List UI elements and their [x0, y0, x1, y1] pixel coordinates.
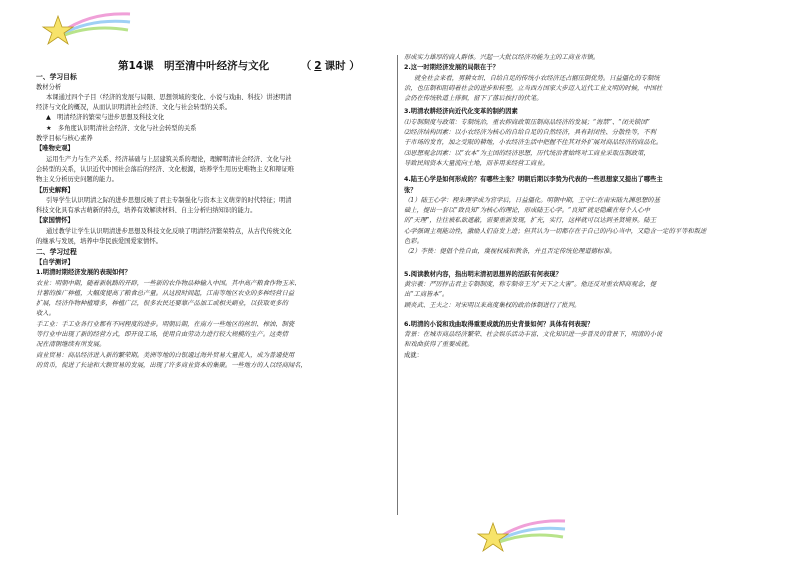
text-line: 4.陆王心学是如何形成的？有哪些主张？明朝后期以李贽为代表的一些思想家又提出了哪些主 [404, 176, 663, 184]
text-line: 【唯物史观】 [36, 145, 74, 153]
text-line: 通过教学让学生认识明清进步思想及科技文化反映了明清经济繁荣特点，从古代传统文化 [46, 227, 292, 235]
text-line: 【自学测评】 [36, 258, 74, 266]
text-line: 黄宗羲：严厉抨击君主专制制度，称专制帝王为“天下之大害”。他还反对重农抑商观念，提 [404, 280, 657, 288]
text-line: 导致民间资本大量流向土地，而非用来经营工商业。 [404, 159, 549, 167]
text-line: 的继承与发展，培养中华民族爱国爱家情怀。 [36, 238, 162, 246]
text-line: 治，也压制和阻碍着社会的进步和转型。立当西方国家大步迈入近代工业文明的时候，中国社 [404, 84, 663, 92]
text-line: 教学目标与核心素养 [36, 135, 93, 143]
text-line: 收入。 [36, 310, 55, 318]
section-heading: 一、学习目标 [36, 73, 77, 81]
text-line: 教材分析 [36, 83, 62, 91]
text-line: 张？ [404, 186, 417, 194]
text-line: 于市场的发育，加之受限的耕地，小农经济生活中把握不住其对外扩展对商品经济的商品化。 [404, 139, 663, 147]
text-line: 就全社会来看，男耕女织、自给自足的传统小农经济还占据压倒优势。日益僵化的专制统 [414, 74, 660, 82]
text-line: 成就： [404, 351, 423, 359]
text-line: 运用生产力与生产关系、经济基础与上层建筑关系的理论，理解明清社会经济、文化与社 [46, 155, 292, 163]
text-line: 况在清朝继续有所发展。 [36, 341, 106, 349]
text-line: 会转型的关系，认识近代中国社会落后的经济、文化根源，培养学生用历史唯物主义和辩证唯 [36, 165, 295, 173]
text-line: ★ 多角度认识明清社会经济、文化与社会转型的关系 [46, 124, 197, 132]
text-line: 会仍在传统轨道上徘徊，留下了落后挨打的伏笔。 [404, 95, 543, 103]
section-heading: 二、学习过程 [36, 248, 77, 257]
text-line: 的货币，促进了长途和大额贸易的发展，出现了许多商业资本的集聚。一些地方的人以经商闻名， [36, 361, 307, 369]
text-line: 形成实力雄厚的商人群体。兴起一大批以经济功能为主的工商业市镇。 [404, 54, 600, 61]
text-line: 1.明清时期经济发展的表现如何？ [36, 269, 131, 277]
text-line: 扩展，经济作物种植增多，种植广泛，很多农民还要靠产品加工或相关副业，以获取更多的 [36, 300, 288, 308]
text-line: ⑵经济结构因素：以小农经济为核心的自给自足的自然经济，具有封闭性、分散性等，不利 [404, 129, 656, 137]
text-line: 顾炎武、王夫之：对宋明以来高度集权的政治体制进行了批判。 [404, 301, 581, 309]
text-line: ⑴专制制度与政策：专制统治，重农抑商政策压制商品经济的发展；“海禁”、“闭关锁国” [404, 118, 650, 126]
text-line: 3.明清农耕经济向近代化变革的制约因素 [404, 108, 518, 116]
left-column [36, 72, 390, 371]
text-line: 本课通过四个子目（经济的发展与局限、思想领域的变化、小说与戏曲、科技）讲述明清 [46, 93, 292, 101]
text-line: 出“工商皆本”。 [404, 291, 449, 299]
text-line: 2.这一时期经济发展的局限在于？ [404, 64, 499, 72]
text-line: 色彩。 [404, 238, 423, 246]
text-line: （2）李贽：提倡个性自由，蔑视权威和教条，并且否定传统伦理道德标准。 [404, 248, 616, 256]
shooting-star-icon [475, 513, 567, 555]
text-line: 引导学生认识明清之际的进步思想反映了君主专制强化与资本主义萌芽的时代特征；明清 [46, 196, 292, 204]
text-line: 【家国情怀】 [36, 217, 74, 225]
text-line: 【历史解释】 [36, 186, 74, 194]
text-line: 的“天理”，往往被私欲遮蔽，需要重新发现，扩充，实行，这样就可以达到圣贤境界。陆王 [404, 217, 657, 225]
text-line: 科技文化具有承古萌新的特点，培养有效解读材料、自主分析归纳知识的能力。 [36, 207, 257, 215]
text-line: 和戏曲获得了重要成就。 [404, 341, 474, 349]
text-line: 等行业中出现了新的经营方式，即开设工场，使用自由劳动力进行较大规模的生产。这类情 [36, 331, 288, 339]
text-line: 甘薯的推广种植，大幅度提高了粮食总产量。从这段时间起，江南等地区农业的多种经营日益 [36, 289, 295, 297]
text-line: 物主义分析历史问题的能力。 [36, 176, 118, 184]
text-line: 手工业：手工业各行业都有不同程度的进步。明朝后期，在南方一些地区的丝织、榨油、制瓷 [36, 320, 295, 328]
text-line: 农业：明朝中期，随着新航路的开辟，一些新的农作物品种输入中国。其中高产粮食作物玉米、 [36, 279, 301, 287]
text-line: 5.阅读教材内容，指出明末清初思想界的活跃有何表现？ [404, 270, 562, 278]
text-line: ▲ 明清经济的繁荣与进步思想及科技文化 [46, 114, 165, 122]
column-divider [397, 55, 398, 515]
text-line: 6.明清的小说和戏曲取得重要成就的历史背景如何？具体有何表现？ [404, 320, 594, 328]
text-line: 心学强调主观能动性，激励人们奋发上进；但其认为一切都存在于自己的内心当中，又隐含一定的平等和叛逆 [404, 227, 707, 235]
text-line: 商业贸易：商品经济进入新的繁荣期。美洲等地的白银通过海外贸易大量流入，成为普通使用 [36, 351, 295, 359]
shooting-star-icon [40, 6, 132, 48]
lesson-title: 第14课 明至清中叶经济与文化 [118, 60, 270, 72]
text-line: 础上，提出一套以“致良知”为核心的理论，形成陆王心学。“良知”就是隐藏在每个人心中 [404, 207, 650, 215]
right-column [404, 53, 760, 361]
text-line: ⑶思想观念因素：以“农本”为主国的经济思想，历代统治者始终对工商业采取压制政策， [404, 149, 650, 157]
text-line: （1）陆王心学：程朱理学成为官学后，日益僵化。明朝中期，王守仁在南宋陆九渊思想的基 [404, 196, 660, 204]
text-line: 背景：在城市商品经济繁荣、社会娱乐活动丰富、文化知识进一步普及的背景下，明清的小说 [404, 331, 663, 339]
text-line: 经济与文化的概况，从而认识明清社会经济、文化与社会转型的关系。 [36, 104, 232, 112]
page-title [118, 58, 360, 73]
lesson-hours: （ 2 课时 ） [300, 60, 360, 72]
